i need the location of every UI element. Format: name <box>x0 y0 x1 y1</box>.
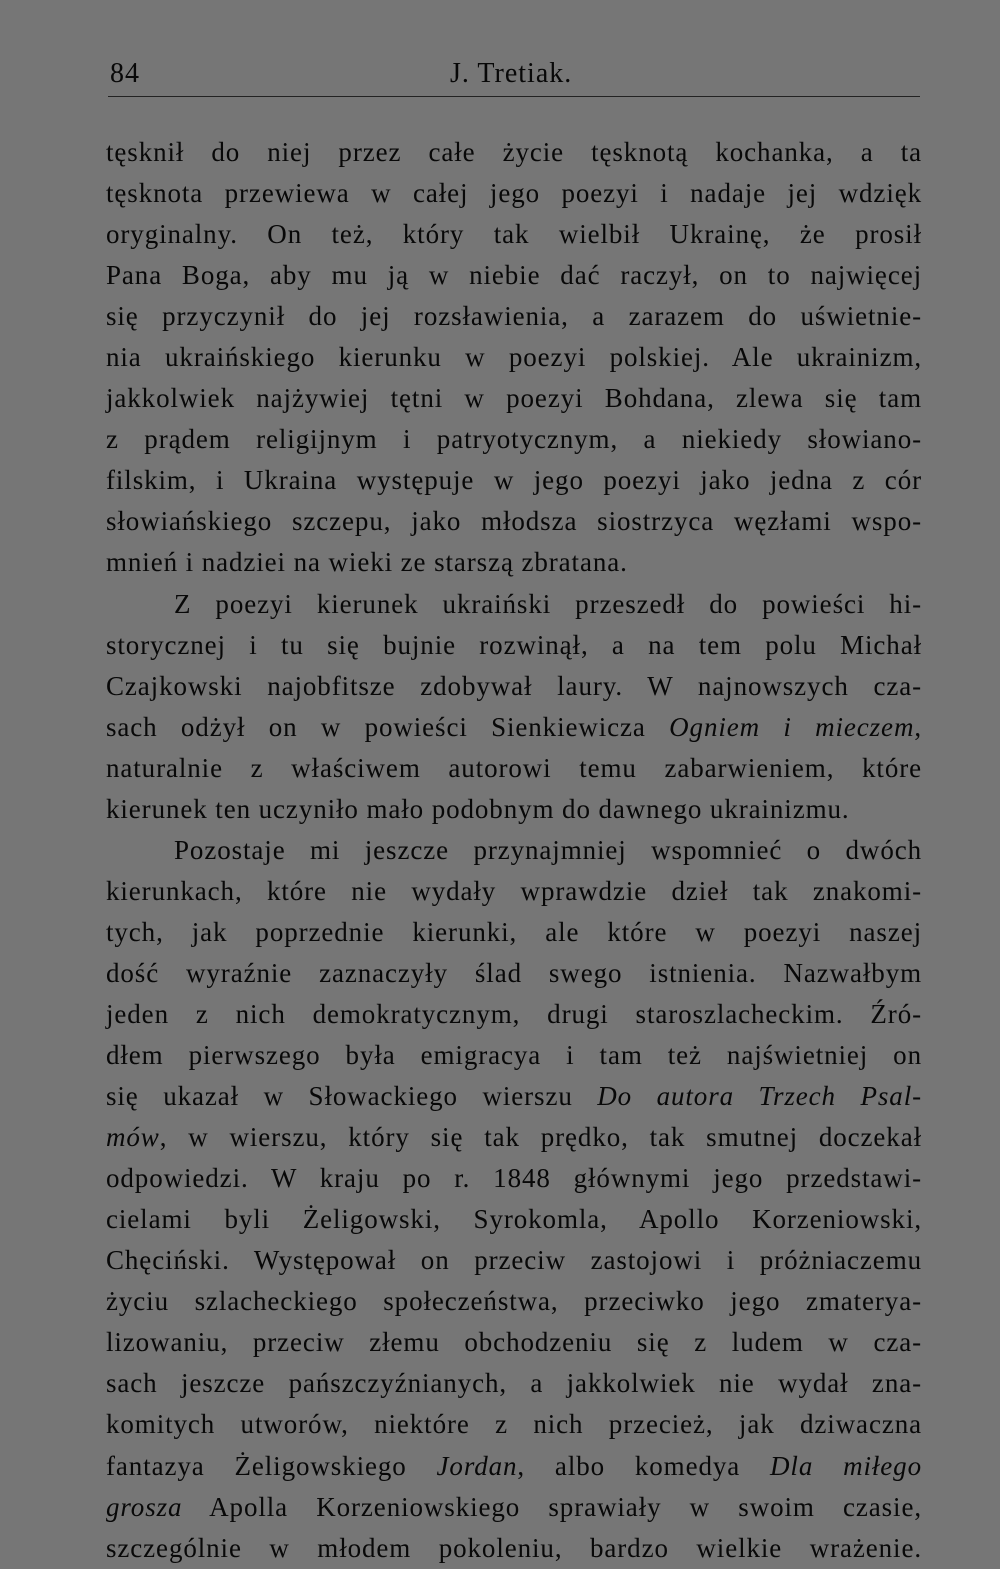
text-line <box>106 214 922 255</box>
page-header <box>108 56 920 97</box>
text-line <box>106 1528 922 1569</box>
text-run: fantazya Żeligowskiego <box>106 1450 437 1481</box>
text-line <box>106 1076 922 1117</box>
text-run: Apolla Korzeniowskiego sprawiały w swoim czasie, <box>182 1491 922 1522</box>
text-line <box>106 1446 922 1487</box>
text-run: jeden z nich demokratycznym, drugi staroszlacheckim. Źró- <box>106 998 922 1029</box>
text-line <box>106 994 922 1035</box>
text-run: oryginalny. On też, który tak wielbił Ukrainę, że prosił <box>106 219 922 250</box>
body-text <box>106 132 922 1569</box>
text-line <box>106 1404 922 1445</box>
text-line <box>106 501 922 542</box>
text-line <box>106 1281 922 1322</box>
text-run: , w wierszu, który się tak prędko, tak smutnej doczekał <box>159 1122 922 1153</box>
text-run: dość wyraźnie zaznaczyły ślad swego istnienia. Nazwałbym <box>106 957 922 988</box>
italic-title: grosza <box>106 1491 183 1522</box>
text-run: , albo komedya <box>517 1450 771 1481</box>
text-run: tęsknota przewiewa w całej jego poezyi i nadaje jej wdzięk <box>106 178 922 209</box>
text-run: słowiańskiego szczepu, jako młodsza siostrzyca węzłami wspo- <box>106 506 922 537</box>
text-line <box>106 378 922 419</box>
italic-title: Do autora Trzech Psal- <box>597 1081 922 1112</box>
text-run: Pana Boga, aby mu ją w niebie dać raczył, on to najwięcej <box>106 260 922 291</box>
text-run: się ukazał w Słowackiego wierszu <box>106 1081 598 1112</box>
text-run: Z poezyi kierunek ukraiński przeszedł do powieści hi- <box>174 588 922 619</box>
text-line <box>106 748 922 789</box>
text-line <box>106 296 922 337</box>
text-line <box>106 1117 922 1158</box>
text-run: cielami byli Żeligowski, Syrokomla, Apollo Korzeniowski, <box>106 1204 922 1235</box>
text-run: z prądem religijnym i patryotycznym, a niekiedy słowiano- <box>106 424 922 455</box>
text-line <box>106 460 922 501</box>
italic-title: Dla miłego <box>770 1450 922 1481</box>
text-line <box>106 1035 922 1076</box>
text-run: kierunkach, które nie wydały wprawdzie dzieł tak znakomi- <box>106 875 922 906</box>
text-line <box>106 1322 922 1363</box>
text-line <box>106 953 922 994</box>
text-line <box>106 625 922 666</box>
text-line <box>106 1199 922 1240</box>
text-line <box>106 542 922 583</box>
text-line <box>106 1363 922 1404</box>
text-line <box>106 830 922 871</box>
text-run: sach odżył on w powieści Sienkiewicza <box>106 711 670 742</box>
text-run: storycznej i tu się bujnie rozwinął, a na tem polu Michał <box>106 629 922 660</box>
text-run: jakkolwiek najżywiej tętni w poezyi Bohdana, zlewa się tam <box>106 383 922 414</box>
text-line <box>106 1240 922 1281</box>
text-line <box>106 1487 922 1528</box>
text-run: dłem pierwszego była emigracya i tam też najświetniej on <box>106 1040 922 1071</box>
text-run: się przyczynił do jej rozsławienia, a zarazem do uświetnie- <box>106 301 922 332</box>
italic-title: Jordan <box>436 1450 518 1481</box>
text-line <box>106 337 922 378</box>
text-line <box>106 584 922 625</box>
text-line <box>106 132 922 173</box>
text-run: tych, jak poprzednie kierunki, ale które w poezyi naszej <box>106 916 922 947</box>
text-line <box>106 1158 922 1199</box>
italic-title: mów <box>106 1122 160 1153</box>
text-run: odpowiedzi. W kraju po r. 1848 głównymi jego przedstawi- <box>106 1163 922 1194</box>
text-run: Pozostaje mi jeszcze przynajmniej wspomnieć o dwóch <box>174 834 922 865</box>
text-run: , <box>914 711 922 742</box>
text-run: życiu szlacheckiego społeczeństwa, przeciwko jego zmaterya- <box>106 1286 922 1317</box>
text-run: tęsknił do niej przez całe życie tęsknotą kochanka, a ta <box>106 137 922 167</box>
text-run: Chęciński. Występował on przeciw zastojowi i próżniaczemu <box>106 1245 922 1276</box>
text-line <box>106 666 922 707</box>
text-run: szczególnie w młodem pokoleniu, bardzo wielkie wrażenie. <box>106 1532 922 1563</box>
text-line <box>106 255 922 296</box>
text-run: sach jeszcze pańszczyźnianych, a jakkolwiek nie wydał zna- <box>106 1368 922 1399</box>
text-line <box>106 912 922 953</box>
italic-title: Ogniem i mieczem <box>669 711 915 742</box>
page-number: 84 <box>110 58 140 89</box>
running-head: J. Tretiak. <box>450 58 573 89</box>
text-line <box>106 707 922 748</box>
text-line <box>106 871 922 912</box>
text-run: Czajkowski najobfitsze zdobywał laury. W najnowszych cza- <box>106 670 922 701</box>
text-run: filskim, i Ukraina występuje w jego poezyi jako jedna z cór <box>106 465 922 496</box>
text-line <box>106 789 922 830</box>
text-run: nia ukraińskiego kierunku w poezyi polskiej. Ale ukrainizm, <box>106 342 922 373</box>
text-run: naturalnie z właściwem autorowi temu zabarwieniem, które <box>106 752 922 783</box>
text-run: mnień i nadziei na wieki ze starszą zbratana. <box>106 547 628 578</box>
text-line <box>106 173 922 214</box>
text-run: komitych utworów, niektóre z nich przecież, jak dziwaczna <box>106 1409 922 1440</box>
text-run: kierunek ten uczyniło mało podobnym do dawnego ukrainizmu. <box>106 793 850 824</box>
text-line <box>106 419 922 460</box>
text-run: lizowaniu, przeciw złemu obchodzeniu się z ludem w cza- <box>106 1327 922 1358</box>
